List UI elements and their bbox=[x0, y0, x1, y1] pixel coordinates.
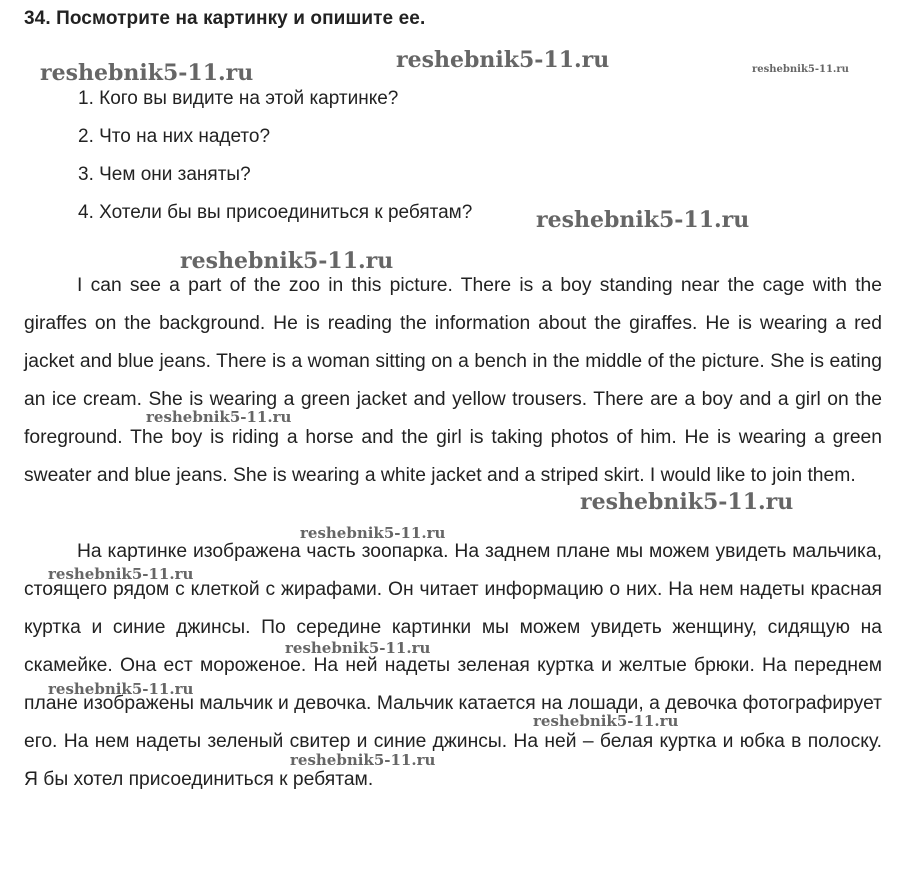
watermark: reshebnik5-11.ru bbox=[580, 489, 794, 515]
watermark: reshebnik5-11.ru bbox=[300, 524, 446, 542]
watermark: reshebnik5-11.ru bbox=[48, 565, 194, 583]
question-item: 3. Чем они заняты? bbox=[78, 164, 251, 185]
answer-paragraph-russian: На картинке изображена часть зоопарка. На заднем плане мы можем увидеть мальчика, стоящего рядом с клеткой с жирафами. Он читает информацию о них. На нем надеты красная куртка и синие джинсы. По середине картинки мы можем увидеть женщину, сидящую на скамейке. Она ест мороженое. На ней надеты зеленая куртка и желтые брюки. На переднем плане изображены мальчик и девочка. Мальчик катается на лошади, а девочка фотографирует его. На нем надеты зеленый свитер и синие джинсы. На ней – белая куртка и юбка в полоску. Я бы хотел присоединиться к ребятам. bbox=[24, 541, 882, 790]
watermark: reshebnik5-11.ru bbox=[40, 60, 254, 86]
watermark: reshebnik5-11.ru bbox=[752, 64, 849, 75]
watermark: reshebnik5-11.ru bbox=[290, 751, 436, 769]
watermark: reshebnik5-11.ru bbox=[180, 248, 394, 274]
exercise-heading: 34. Посмотрите на картинку и опишите ее. bbox=[24, 8, 426, 29]
answer-paragraph-english: I can see a part of the zoo in this picture. There is a boy standing near the cage with the giraffes on the background. He is reading the information about the giraffes. He is wearing a red jacket and blue jeans. There is a woman sitting on a bench in the middle of the picture. She is eating an ice cream. She is wearing a green jacket and yellow trousers. There are a boy and a girl on the foreground. The boy is riding a horse and the girl is taking photos of him. He is wearing a green sweater and blue jeans. She is wearing a white jacket and a striped skirt. I would like to join them. bbox=[24, 275, 882, 486]
watermark: reshebnik5-11.ru bbox=[533, 712, 679, 730]
watermark: reshebnik5-11.ru bbox=[48, 680, 194, 698]
question-item: 2. Что на них надето? bbox=[78, 126, 271, 147]
watermark: reshebnik5-11.ru bbox=[396, 47, 610, 73]
watermark: reshebnik5-11.ru bbox=[285, 639, 431, 657]
question-item: 4. Хотели бы вы присоединиться к ребятам? bbox=[78, 202, 473, 223]
watermark: reshebnik5-11.ru bbox=[536, 207, 750, 233]
question-list bbox=[78, 86, 472, 238]
question-item: 1. Кого вы видите на этой картинке? bbox=[78, 88, 399, 109]
watermark: reshebnik5-11.ru bbox=[146, 408, 292, 426]
